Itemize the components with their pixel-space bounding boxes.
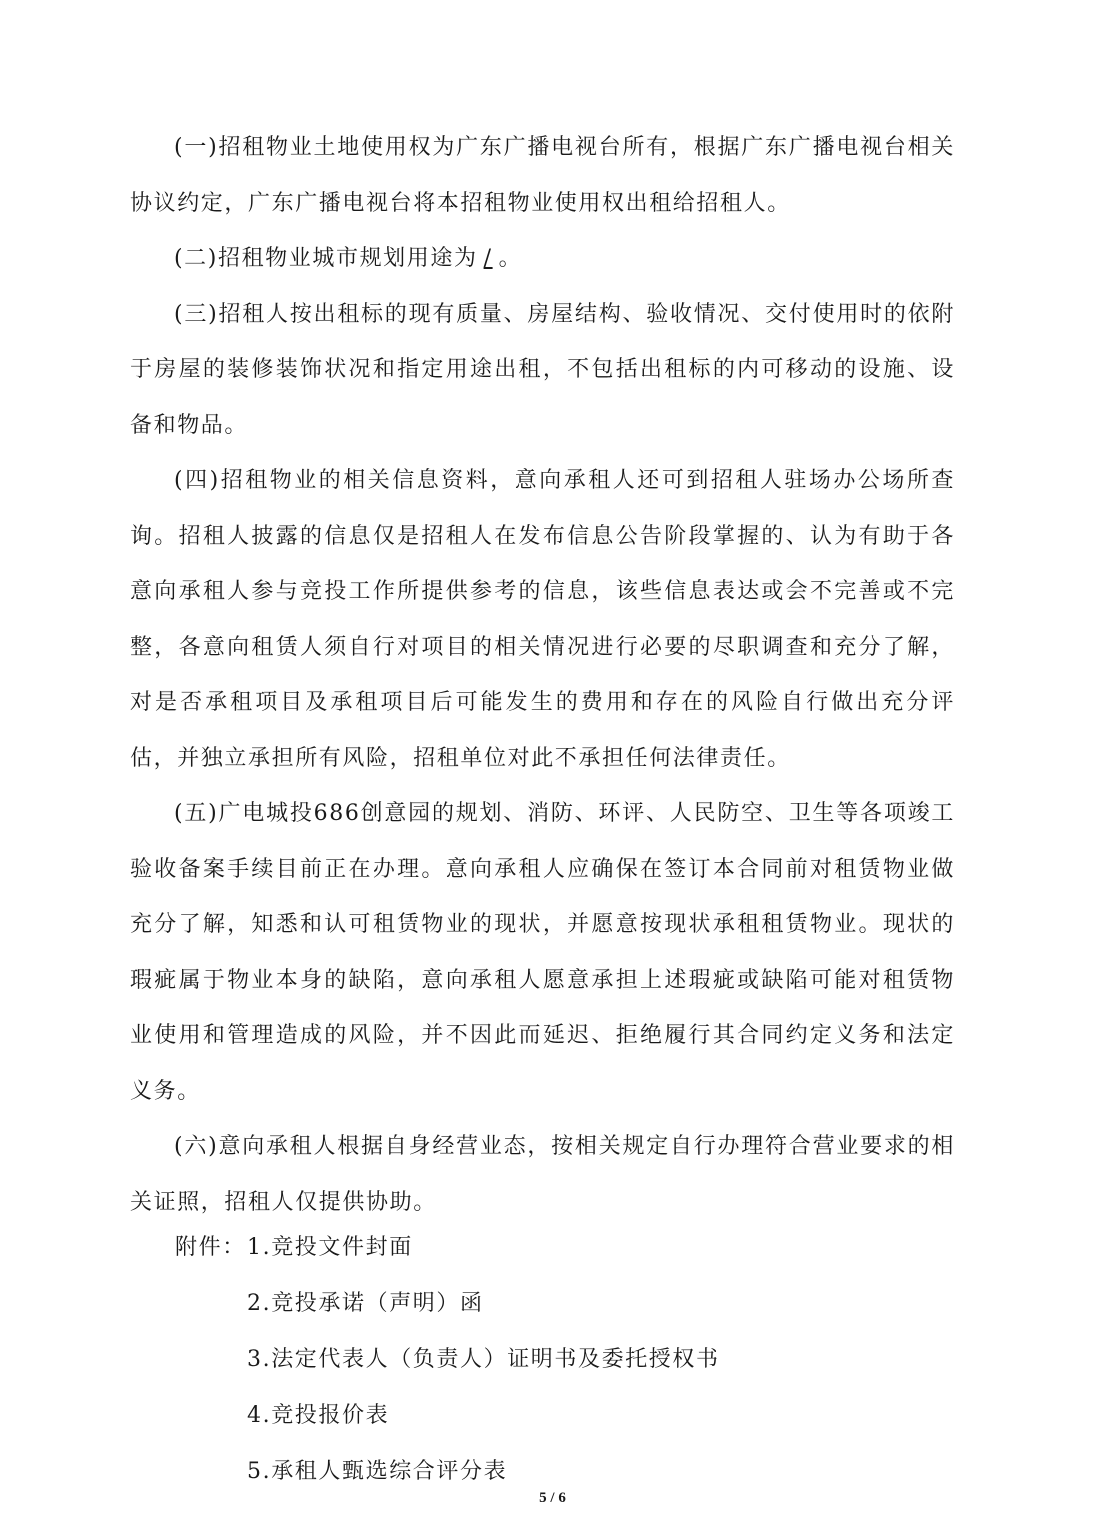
paragraph-4: (四)招租物业的相关信息资料，意向承租人还可到招租人驻场办公场所查询。招租人披露的信息仅是招租人在发布信息公告阶段掌握的、认为有助于各意向承租人参与竞投工作所提供参考的信息，该些信息表达或会不完善或不完整，各意向租赁人须自行对项目的相关情况进行必要的尽职调查和充分了解，对是否承租项目及承租项目后可能发生的费用和存在的风险自行做出充分评估，并独立承担所有风险，招租单位对此不承担任何法律责任。 — [130, 468, 955, 771]
attachment-item-3: 3.法定代表人（负责人）证明书及委托授权书 — [247, 1347, 720, 1372]
paragraph-3: (三)招租人按出租标的现有质量、房屋结构、验收情况、交付使用时的依附于房屋的装修装饰状况和指定用途出租，不包括出租标的内可移动的设施、设备和物品。 — [130, 301, 955, 438]
body-text — [130, 120, 955, 1230]
attachments-label: 附件： — [175, 1235, 246, 1260]
attachment-item-1: 1.竞投文件封面 — [247, 1235, 413, 1260]
page-number: 5 / 6 — [539, 1490, 566, 1506]
attachment-item — [175, 1332, 975, 1388]
paragraph-5: (五)广电城投686创意园的规划、消防、环评、人民防空、卫生等各项竣工验收备案手续目前正在办理。意向承租人应确保在签订本合同前对租赁物业做充分了解，知悉和认可租赁物业的现状，并愿意按现状承租租赁物业。现状的瑕疵属于物业本身的缺陷，意向承租人愿意承担上述瑕疵或缺陷可能对租赁物业使用和管理造成的风险，并不因此而延迟、拒绝履行其合同约定义务和法定义务。 — [130, 801, 955, 1104]
attachment-item — [175, 1276, 975, 1332]
attachment-item-4: 4.竞投报价表 — [247, 1403, 390, 1428]
attachment-item — [175, 1388, 975, 1444]
paragraph-6: (六)意向承租人根据自身经营业态，按相关规定自行办理符合营业要求的相关证照，招租人仅提供协助。 — [130, 1134, 955, 1215]
paragraph-2-suffix: 。 — [498, 246, 523, 271]
planning-use-blank: / — [483, 246, 493, 271]
paragraph-2-prefix: (二)招租物业城市规划用途为 — [174, 246, 478, 271]
attachment-item-5: 5.承租人甄选综合评分表 — [247, 1459, 508, 1484]
paragraph-1: (一)招租物业土地使用权为广东广播电视台所有，根据广东广播电视台相关协议约定，广东广播电视台将本招租物业使用权出租给招租人。 — [130, 135, 955, 216]
paragraph-2 — [130, 231, 955, 287]
attachment-item — [175, 1220, 975, 1276]
attachments-list — [175, 1220, 975, 1500]
attachment-item-2: 2.竞投承诺（声明）函 — [247, 1291, 484, 1316]
